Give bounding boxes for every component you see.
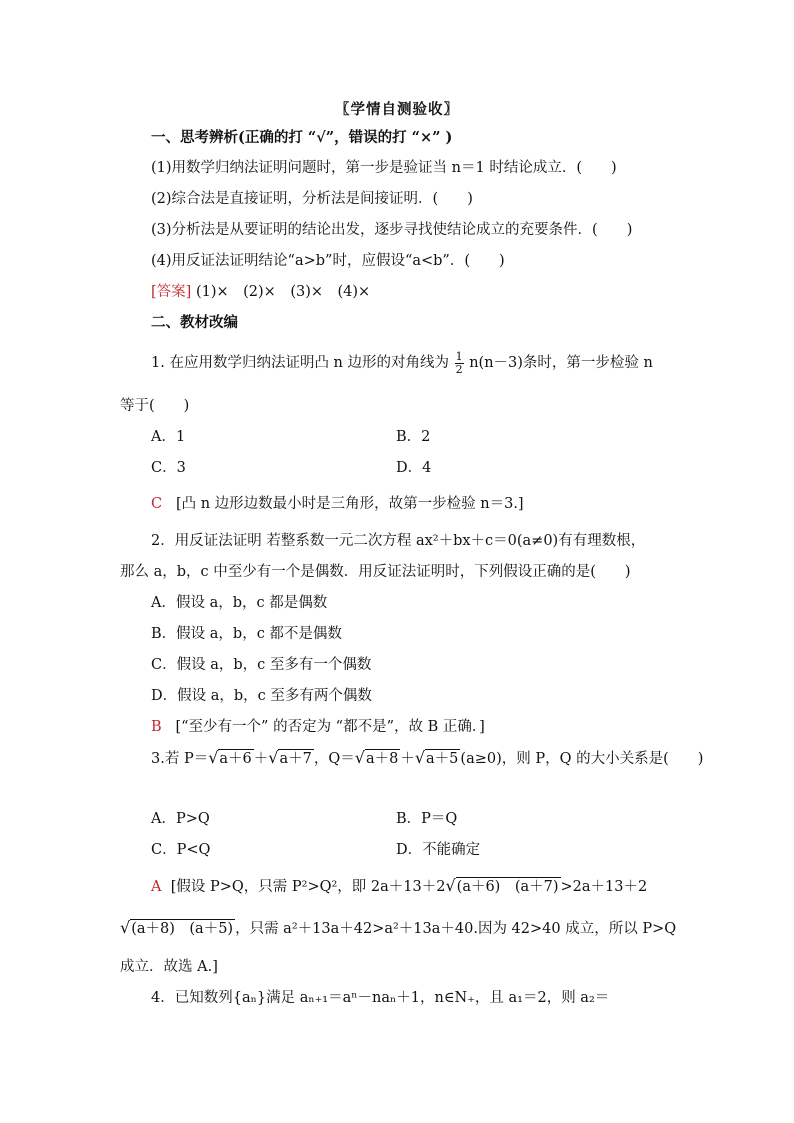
plus-sign: ＋ — [253, 751, 269, 767]
q2-answer-letter: B — [151, 719, 162, 735]
sqrt-icon: √ — [120, 918, 131, 937]
radicand: a＋6 — [219, 751, 252, 767]
q3-answer-a: [假设 P>Q，只需 P²>Q²，即 2a＋13＋2 — [170, 879, 446, 895]
q2-option-d: D．假设 a，b，c 至多有两个偶数 — [151, 688, 372, 704]
radicand: a＋5 — [426, 751, 459, 767]
q1-stem — [151, 349, 653, 377]
q3-stem-post: (a≥0)，则 P，Q 的大小关系是( ) — [460, 751, 704, 767]
radicand: a＋7 — [279, 751, 312, 767]
q1-answer — [151, 494, 524, 514]
q3-answer-c: ，只需 a²＋13a＋42>a²＋13a＋40.因为 42>40 成立，所以 P>Q — [235, 921, 677, 937]
q1-option-c: C．3 — [151, 460, 186, 476]
q2-stem-a: 2．用反证法证明 若整系数一元二次方程 ax²＋bx＋c＝0(a≠0)有有理数根， — [151, 533, 646, 549]
fraction-denominator: 2 — [455, 362, 463, 376]
q3-stem — [151, 748, 703, 769]
sqrt-icon: √ — [208, 748, 219, 767]
q2-option-b: B．假设 a，b，c 都不是偶数 — [151, 626, 342, 642]
sqrt-icon: √ — [414, 748, 426, 767]
q2-answer-text: [“至少有一个” 的否定为 “都不是”，故 B 正确．] — [175, 719, 485, 735]
sqrt-icon: √ — [268, 748, 279, 767]
plus-sign: ＋ — [400, 751, 415, 767]
part1-heading: 一、思考辨析(正确的打 “√”，错误的打 “×” ) — [151, 129, 453, 146]
answer-label: [答案] — [151, 284, 192, 300]
q3-option-a: A．P>Q — [151, 811, 210, 827]
answer-text: (1)× (2)× (3)× (4)× — [195, 284, 371, 300]
q3-option-d: D．不能确定 — [396, 842, 481, 858]
fraction-numerator: 1 — [455, 349, 463, 363]
judge-item-2: (2)综合法是直接证明，分析法是间接证明．( ) — [151, 191, 473, 207]
q1-stem-a: 1. 在应用数学归纳法证明凸 n 边形的对角线为 — [151, 355, 449, 371]
section-title: 〖学情自测验收〗 — [335, 101, 459, 118]
q1-answer-text: [凸 n 边形边数最小时是三角形，故第一步检验 n＝3.] — [175, 496, 524, 512]
q3-answer-letter: A — [151, 879, 162, 895]
judge-item-3: (3)分析法是从要证明的结论出发，逐步寻找使结论成立的充要条件．( ) — [151, 222, 633, 238]
q3-option-b: B．P＝Q — [396, 811, 458, 827]
judge-item-4: (4)用反证法证明结论“a>b”时，应假设“a<b”．( ) — [151, 253, 505, 269]
q1-stem-c: 等于( ) — [120, 398, 190, 414]
sqrt-icon: √ — [354, 748, 365, 767]
fraction — [455, 351, 464, 376]
q3-answer-line1 — [151, 876, 647, 897]
radicand: a＋8 — [365, 751, 399, 767]
q1-option-a: A．1 — [151, 429, 186, 445]
q2-option-c: C．假设 a，b，c 至多有一个偶数 — [151, 657, 372, 673]
q1-answer-letter: C — [151, 496, 163, 512]
q2-option-a: A．假设 a，b，c 都是偶数 — [151, 595, 328, 611]
sqrt-icon: √ — [445, 876, 456, 895]
judge-item-1: (1)用数学归纳法证明问题时，第一步是验证当 n＝1 时结论成立．( ) — [151, 160, 617, 176]
part2-heading: 二、教材改编 — [151, 314, 238, 331]
q2-stem-b: 那么 a，b，c 中至少有一个是偶数．用反证法证明时，下列假设正确的是( ) — [120, 564, 631, 580]
q3-answer-line3: 成立．故选 A.] — [120, 959, 218, 975]
radicand: (a＋6) (a＋7) — [456, 879, 559, 895]
q3-stem-pre: 3.若 P＝ — [151, 751, 209, 767]
q2-answer — [151, 717, 485, 737]
q1-option-d: D．4 — [396, 460, 432, 476]
q4-stem: 4．已知数列{aₙ}满足 aₙ₊₁＝aⁿ－naₙ＋1，n∈N₊，且 a₁＝2，则 a₂＝ — [151, 990, 610, 1006]
q1-stem-b: n(n－3)条时，第一步检验 n — [469, 355, 653, 371]
q3-option-c: C．P<Q — [151, 842, 211, 858]
q1-option-b: B．2 — [396, 429, 431, 445]
q3-stem-mid: ，Q＝ — [313, 751, 355, 767]
answer-line — [151, 282, 370, 302]
radicand: (a＋8) (a＋5) — [131, 921, 234, 937]
q3-answer-line2 — [120, 918, 676, 939]
q3-answer-b: >2a＋13＋2 — [560, 879, 648, 895]
